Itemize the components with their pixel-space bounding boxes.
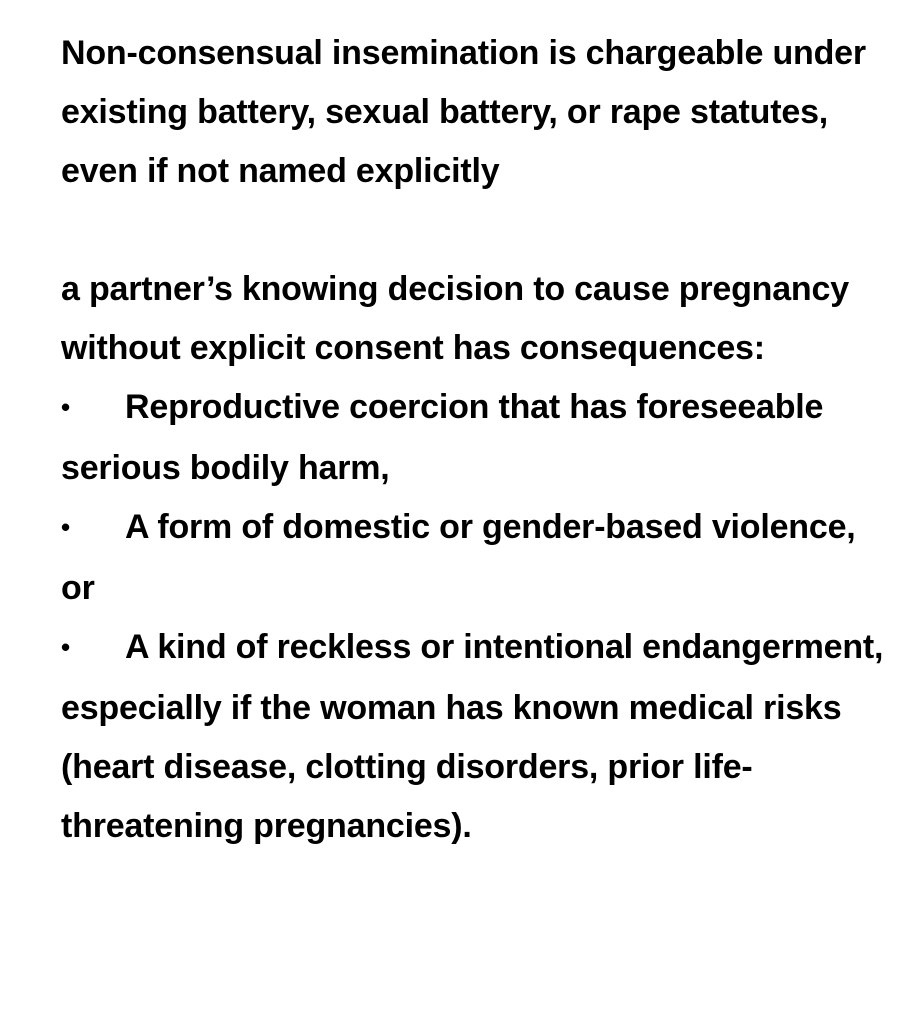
bullet-icon [61, 378, 125, 439]
paragraph-spacer [61, 201, 891, 260]
bullet-item-1 [61, 378, 891, 498]
bullet-icon [61, 618, 125, 679]
paragraph-2: a partner’s knowing decision to cause pregnancy without explicit consent has consequences: [61, 270, 849, 367]
paragraph-1: Non-consensual insemination is chargeable under existing battery, sexual battery, or rape statutes, even if not named explicitly [61, 34, 866, 190]
bullet-item-3 [61, 618, 891, 856]
bullet-text-2: A form of domestic or gender-based violence, or [61, 508, 856, 607]
document-body [61, 24, 891, 856]
bullet-text-1: Reproductive coercion that has foreseeable serious bodily harm, [61, 388, 824, 487]
bullet-text-3: A kind of reckless or intentional endangerment, especially if the woman has known medical risks (heart disease, clotting disorders, prior life-threatening pregnancies). [61, 628, 884, 845]
bullet-icon [61, 498, 125, 559]
bullet-item-2 [61, 498, 891, 618]
bullet-list [61, 378, 891, 856]
